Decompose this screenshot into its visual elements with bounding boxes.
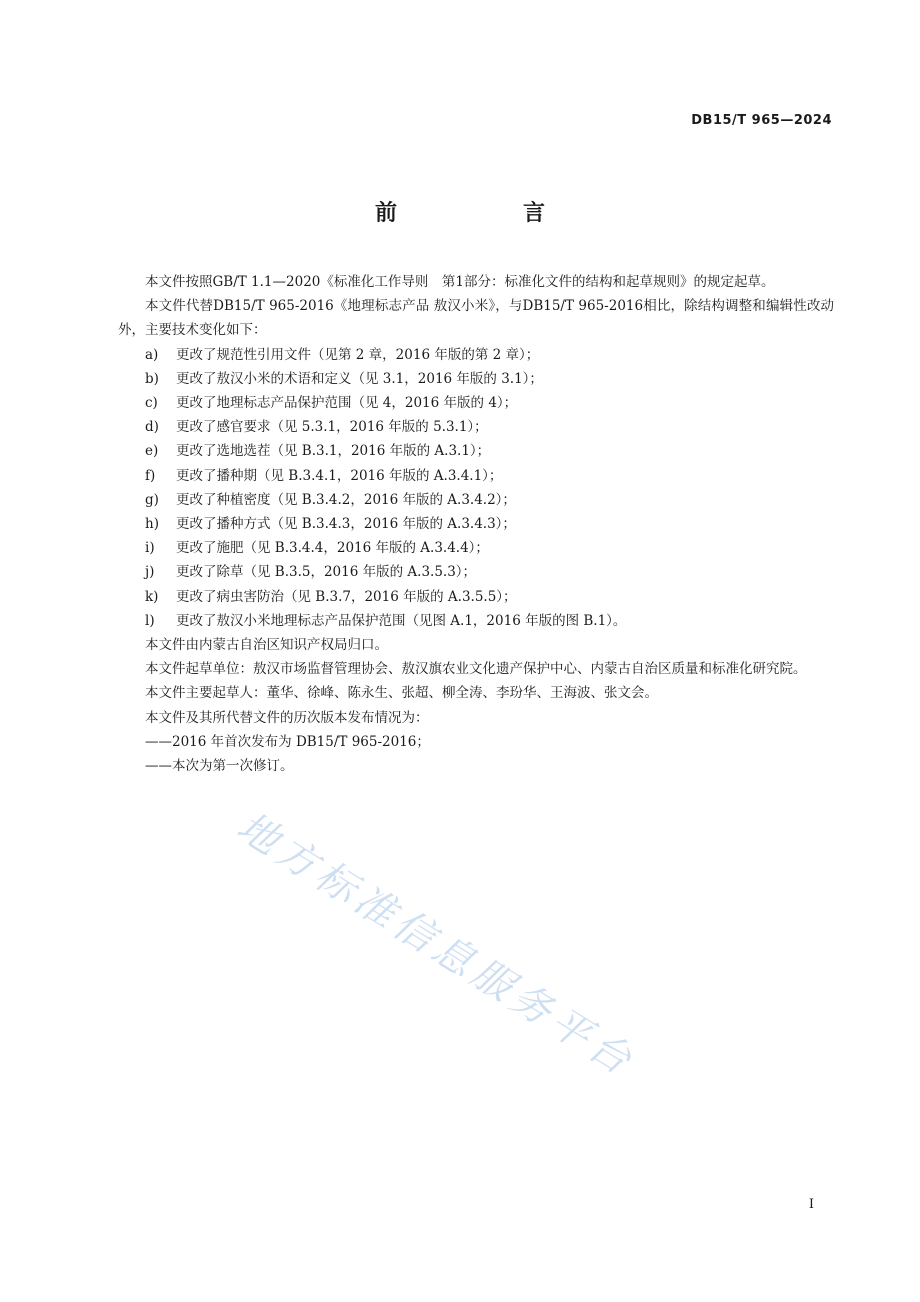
changes-list [118, 343, 834, 633]
paragraph-drafters: 本文件主要起草人：董华、徐峰、陈永生、张超、柳全涛、李玢华、王海波、张文会。 [145, 685, 658, 702]
page-title: 前 言 [374, 201, 597, 226]
list-item [118, 367, 834, 391]
list-item [118, 512, 834, 536]
list-item [118, 609, 834, 633]
list-item-text: 更改了施肥（见 B.3.4.4，2016 年版的 A.3.4.4）； [176, 540, 489, 557]
list-item-marker: h) [145, 516, 159, 533]
list-item-text: 更改了播种方式（见 B.3.4.3，2016 年版的 A.3.4.3）； [176, 516, 516, 533]
list-item [118, 415, 834, 439]
list-item-text: 更改了种植密度（见 B.3.4.2，2016 年版的 A.3.4.2）； [176, 491, 516, 508]
list-item-text: 更改了地理标志产品保护范围（见 4，2016 年版的 4）； [176, 395, 518, 412]
list-item [118, 391, 834, 415]
list-item-text: 更改了敖汉小米地理标志产品保护范围（见图 A.1，2016 年版的图 B.1）。 [176, 612, 627, 629]
paragraph-replacement: 本文件代替DB15/T 965-2016《地理标志产品 敖汉小米》，与DB15/T 965-2016相比，除结构调整和编辑性改动外，主要技术变化如下： [118, 298, 834, 339]
list-item-marker: c) [145, 395, 158, 412]
history-item: ——2016 年首次发布为 DB15/T 965-2016； [145, 733, 430, 750]
list-item-text: 更改了感官要求（见 5.3.1，2016 年版的 5.3.1）； [176, 419, 488, 436]
paragraph-drafting-units: 本文件起草单位：敖汉市场监督管理协会、敖汉旗农业文化遗产保护中心、内蒙古自治区质量和标准化研究院。 [145, 661, 807, 678]
page-number: I [808, 1197, 814, 1212]
list-item [118, 536, 834, 560]
list-item-text: 更改了病虫害防治（见 B.3.7，2016 年版的 A.3.5.5）； [176, 588, 517, 605]
list-item-marker: a) [145, 346, 159, 363]
list-item-marker: l) [145, 612, 155, 629]
list-item [118, 560, 834, 584]
list-item-text: 更改了规范性引用文件（见第 2 章，2016 年版的第 2 章）； [176, 346, 540, 363]
paragraph-responsible-office: 本文件由内蒙古自治区知识产权局归口。 [145, 637, 388, 654]
list-item [118, 488, 834, 512]
foreword-body [118, 270, 834, 778]
list-item-marker: j) [145, 564, 155, 581]
list-item [118, 439, 834, 463]
list-item-marker: e) [145, 443, 159, 460]
list-item-marker: g) [145, 491, 159, 508]
list-item-marker: b) [145, 370, 159, 387]
list-item [118, 343, 834, 367]
list-item-text: 更改了播种期（见 B.3.4.1，2016 年版的 A.3.4.1）； [176, 467, 503, 484]
paragraph-version-history: 本文件及其所代替文件的历次版本发布情况为： [145, 709, 429, 726]
list-item-text: 更改了选地选茬（见 B.3.1，2016 年版的 A.3.1）； [176, 443, 491, 460]
list-item-marker: i) [145, 540, 155, 557]
history-item: ——本次为第一次修订。 [145, 758, 294, 775]
watermark: 地方标准信息服务平台 [228, 803, 644, 1087]
paragraph-drafting-rules: 本文件按照GB/T 1.1—2020《标准化工作导则 第1部分：标准化文件的结构和起草规则》的规定起草。 [145, 274, 775, 290]
list-item [118, 585, 834, 609]
list-item-marker: k) [145, 588, 159, 605]
list-item-marker: d) [145, 419, 159, 436]
list-item-text: 更改了敖汉小米的术语和定义（见 3.1，2016 年版的 3.1）； [176, 370, 543, 387]
list-item-text: 更改了除草（见 B.3.5，2016 年版的 A.3.5.3）； [176, 564, 477, 581]
list-item [118, 464, 834, 488]
list-item-marker: f) [145, 467, 156, 484]
document-code: DB15/T 965—2024 [691, 113, 832, 128]
